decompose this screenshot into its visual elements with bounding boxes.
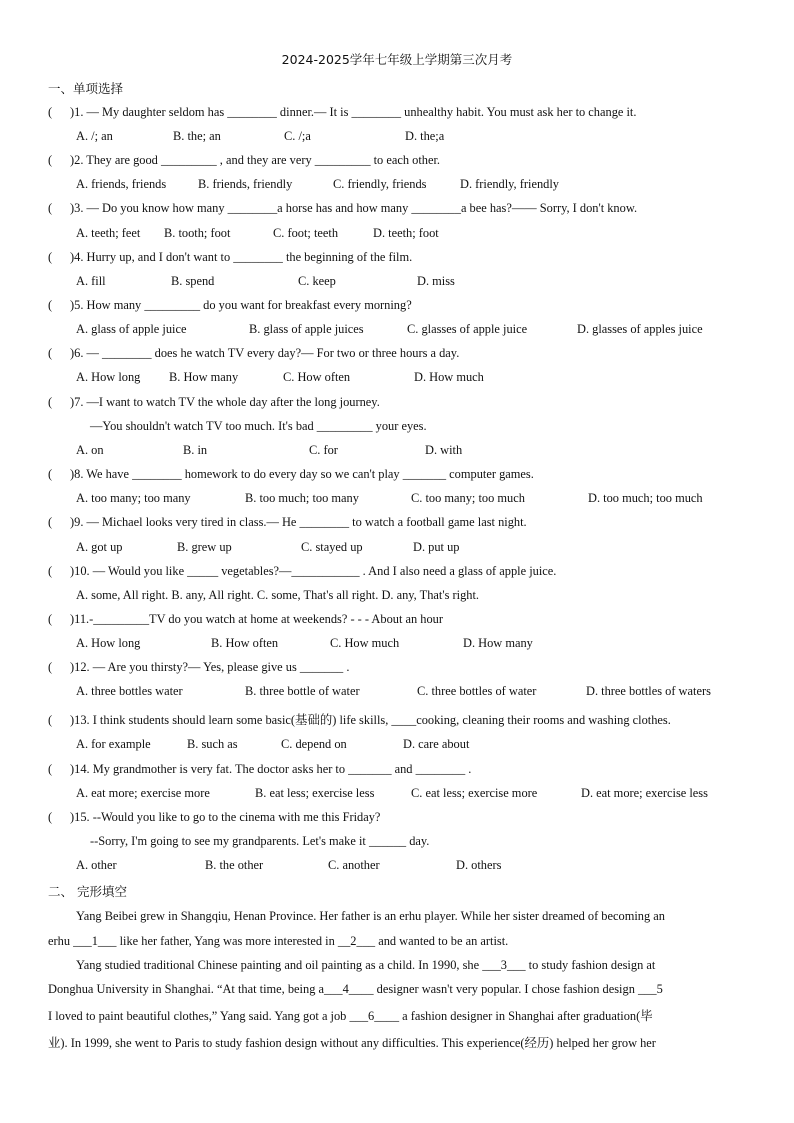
- question-9: ( )9. — Michael looks very tired in class.— He ________ to watch a football game last night.: [48, 515, 527, 529]
- option-a: A. on: [76, 443, 104, 457]
- question-stem: )2. They are good _________ , and they are very _________ to each other.: [70, 153, 441, 167]
- question-stem: )11.-_________TV do you watch at home at weekends? - - - About an hour: [70, 612, 444, 626]
- question-stem: )15. --Would you like to go to the cinema with me this Friday?: [70, 810, 381, 824]
- option-d: D. eat more; exercise less: [581, 786, 708, 800]
- option-b: B. How many: [169, 370, 239, 384]
- section-single-choice: 一、单项选择: [48, 81, 124, 96]
- option-c: C. too many; too much: [411, 491, 525, 505]
- option-c: C. depend on: [281, 737, 347, 751]
- option-d: D. the;a: [405, 129, 445, 143]
- option-a: A. three bottles water: [76, 684, 183, 698]
- option-a: A. glass of apple juice: [76, 322, 187, 336]
- option-b: B. friends, friendly: [198, 177, 293, 191]
- option-b: B. tooth; foot: [164, 226, 231, 240]
- question-14: ( )14. My grandmother is very fat. The doctor asks her to _______ and ________ .: [48, 762, 472, 776]
- question-4: ( )4. Hurry up, and I don't want to ________ the beginning of the film.: [48, 250, 413, 264]
- question-15: ( )15. --Would you like to go to the cinema with me this Friday?: [48, 810, 381, 824]
- question-stem: )10. — Would you like _____ vegetables?—___________ . And I also need a glass of apple juice.: [70, 564, 557, 578]
- option-c: C. How often: [283, 370, 351, 384]
- option-d: D. put up: [413, 540, 460, 554]
- question-stem: )9. — Michael looks very tired in class.— He ________ to watch a football game last night.: [70, 515, 527, 529]
- question-3: ( )3. — Do you know how many ________a horse has and how many ________a bee has?—— Sorry, I don't know.: [48, 201, 638, 215]
- option-d: D. friendly, friendly: [460, 177, 559, 191]
- option-b: B. in: [183, 443, 208, 457]
- passage-line-6: 业). In 1999, she went to Paris to study fashion design without any difficulties. This experience(经历) helped her grow her: [48, 1036, 656, 1050]
- option-d: D. How many: [463, 636, 533, 650]
- question-13: ( )13. I think students should learn some basic(基础的) life skills, ____cooking, cleaning their rooms and washing clothes.: [48, 713, 671, 727]
- option-d: D. others: [456, 858, 502, 872]
- option-a: A. too many; too many: [76, 491, 191, 505]
- question-1: ( )1. — My daughter seldom has ________ dinner.— It is ________ unhealthy habit. You must ask her to change it.: [48, 105, 637, 119]
- question-2: ( )2. They are good _________ , and they are very _________ to each other.: [48, 153, 441, 167]
- option-a: A. got up: [76, 540, 123, 554]
- passage-line-5: I loved to paint beautiful clothes,” Yang said. Yang got a job ___6____ a fashion designer in Shanghai after graduation(毕: [48, 1009, 653, 1023]
- option-a: A. other: [76, 858, 117, 872]
- question-15-response: --Sorry, I'm going to see my grandparents. Let's make it ______ day.: [90, 834, 430, 848]
- option-d: D. three bottles of waters: [586, 684, 711, 698]
- option-a: A. friends, friends: [76, 177, 167, 191]
- question-stem: )7. —I want to watch TV the whole day after the long journey.: [70, 395, 380, 409]
- passage-line-3: Yang studied traditional Chinese painting and oil painting as a child. In 1990, she ___3___ to study fashion design at: [76, 958, 656, 972]
- question-stem: )13. I think students should learn some basic(基础的) life skills, ____cooking, cleaning their rooms and washing clothes.: [70, 713, 671, 727]
- option-c: C. How much: [330, 636, 400, 650]
- option-a: A. How long: [76, 370, 141, 384]
- question-11: ( )11.-_________TV do you watch at home at weekends? - - - About an hour: [48, 612, 444, 626]
- option-b: B. glass of apple juices: [249, 322, 364, 336]
- option-b: B. three bottle of water: [245, 684, 360, 698]
- passage-line-1: Yang Beibei grew in Shangqiu, Henan Province. Her father is an erhu player. While her sister dreamed of becoming an: [76, 909, 665, 923]
- option-b: B. spend: [171, 274, 215, 288]
- question-5: ( )5. How many _________ do you want for breakfast every morning?: [48, 298, 412, 312]
- exam-title: 2024-2025学年七年级上学期第三次月考: [281, 52, 513, 67]
- question-stem: )12. — Are you thirsty?— Yes, please give us _______ .: [70, 660, 350, 674]
- option-c: C. for: [309, 443, 338, 457]
- question-6: ( )6. — ________ does he watch TV every day?— For two or three hours a day.: [48, 346, 460, 360]
- options-10: A. some, All right. B. any, All right. C. some, That's all right. D. any, That's right.: [76, 588, 480, 602]
- question-stem: )3. — Do you know how many ________a horse has and how many ________a bee has?—— Sorry, I don't know.: [70, 201, 638, 215]
- option-d: D. care about: [403, 737, 470, 751]
- question-10: ( )10. — Would you like _____ vegetables?—___________ . And I also need a glass of apple juice.: [48, 564, 557, 578]
- section-cloze: 二、 完形填空: [48, 884, 127, 899]
- option-c: C. friendly, friends: [333, 177, 427, 191]
- option-b: B. grew up: [177, 540, 232, 554]
- option-d: D. How much: [414, 370, 484, 384]
- option-b: B. How often: [211, 636, 279, 650]
- option-b: B. such as: [187, 737, 238, 751]
- question-8: ( )8. We have ________ homework to do every day so we can't play _______ computer games.: [48, 467, 534, 481]
- passage-line-2: erhu ___1___ like her father, Yang was more interested in __2___ and wanted to be an artist.: [48, 934, 509, 948]
- option-c: C. eat less; exercise more: [411, 786, 538, 800]
- option-a: A. eat more; exercise more: [76, 786, 210, 800]
- option-c: C. glasses of apple juice: [407, 322, 528, 336]
- option-d: D. miss: [417, 274, 455, 288]
- option-d: D. teeth; foot: [373, 226, 439, 240]
- option-b: B. too much; too many: [245, 491, 359, 505]
- option-c: C. foot; teeth: [273, 226, 339, 240]
- option-a: A. teeth; feet: [76, 226, 141, 240]
- option-a: A. How long: [76, 636, 141, 650]
- question-stem: )8. We have ________ homework to do every day so we can't play _______ computer games.: [70, 467, 534, 481]
- option-b: B. the; an: [173, 129, 221, 143]
- option-b: B. the other: [205, 858, 264, 872]
- option-c: C. three bottles of water: [417, 684, 537, 698]
- option-c: C. stayed up: [301, 540, 363, 554]
- option-d: D. too much; too much: [588, 491, 703, 505]
- question-7: ( )7. —I want to watch TV the whole day after the long journey.: [48, 395, 380, 409]
- question-7-response: —You shouldn't watch TV too much. It's bad _________ your eyes.: [90, 419, 427, 433]
- option-a: A. for example: [76, 737, 151, 751]
- option-d: D. glasses of apples juice: [577, 322, 703, 336]
- option-c: C. /;a: [284, 129, 311, 143]
- question-12: ( )12. — Are you thirsty?— Yes, please give us _______ .: [48, 660, 350, 674]
- option-a: A. /; an: [76, 129, 113, 143]
- question-stem: )6. — ________ does he watch TV every day?— For two or three hours a day.: [70, 346, 460, 360]
- option-c: C. another: [328, 858, 380, 872]
- question-stem: )5. How many _________ do you want for breakfast every morning?: [70, 298, 412, 312]
- passage-line-4: Donghua University in Shanghai. “At that time, being a___4____ designer wasn't very popular. I chose fashion design ___5: [48, 982, 663, 996]
- option-d: D. with: [425, 443, 463, 457]
- question-stem: )4. Hurry up, and I don't want to ________ the beginning of the film.: [70, 250, 413, 264]
- option-c: C. keep: [298, 274, 336, 288]
- option-a: A. fill: [76, 274, 106, 288]
- option-b: B. eat less; exercise less: [255, 786, 375, 800]
- question-stem: )1. — My daughter seldom has ________ dinner.— It is ________ unhealthy habit. You must ask her to change it.: [70, 105, 637, 119]
- question-stem: )14. My grandmother is very fat. The doctor asks her to _______ and ________ .: [70, 762, 472, 776]
